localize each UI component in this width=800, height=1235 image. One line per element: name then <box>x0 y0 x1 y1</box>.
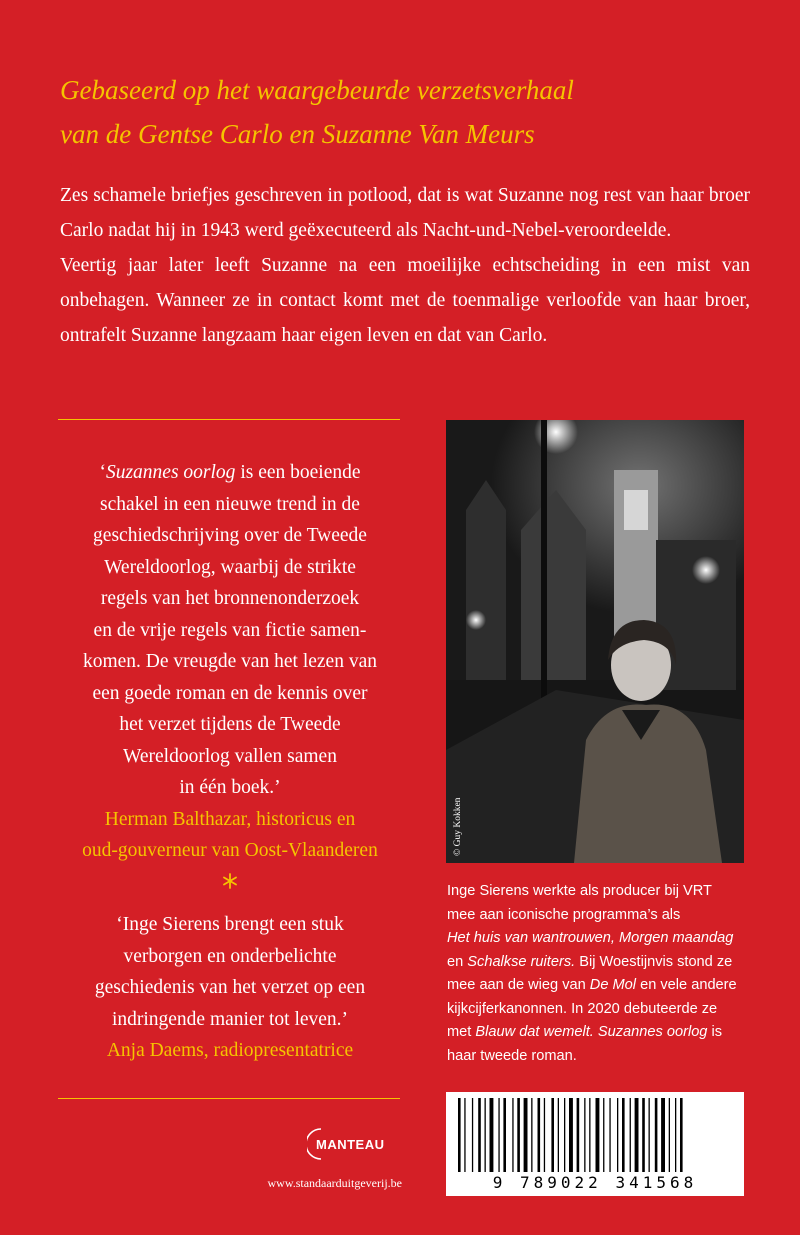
barcode-bar <box>635 1098 639 1172</box>
divider-top <box>58 419 400 420</box>
author-bio: Inge Sierens werkte als producer bij VRT mee aan iconische programma’s als Het huis van wantrouwen, Morgen maandag en Schalkse ruiters. Bij Woestijnvis stond ze mee aan de wieg van De Mol en vele andere kijkcijferkanonnen. In 2020 debuteerde ze met Blauw dat wemelt. Suzannes oorlog is haar tweede roman. <box>447 883 737 1064</box>
tagline-line: van de Gentse Carlo en Suzanne Van Meurs <box>60 119 535 149</box>
quote-line: Wereldoorlog vallen samen <box>123 745 337 767</box>
publisher-logo-text: MANTEAU <box>316 1137 385 1152</box>
barcode-bar <box>630 1098 631 1172</box>
tagline-line: Gebaseerd op het waargebeurde verzetsverhaal <box>60 75 574 105</box>
barcode-bar <box>472 1098 473 1172</box>
review-quote-2 <box>58 909 402 1067</box>
quote-line: indringende manier tot leven.’ <box>111 1008 349 1030</box>
quote-line: regels van het bronnenonderzoek <box>100 588 360 609</box>
barcode-bar <box>596 1098 600 1172</box>
barcode-bar <box>538 1098 541 1172</box>
barcode-bar <box>609 1098 610 1172</box>
barcode-bar <box>661 1098 665 1172</box>
barcode-bar <box>558 1098 559 1172</box>
quote-line: het verzet tijdens de Tweede <box>119 714 341 735</box>
quote-line: ‘Inge Sierens brengt een stuk <box>116 914 344 935</box>
isbn-number: 9 789022 341568 <box>492 1173 698 1192</box>
barcode-bar <box>478 1098 481 1172</box>
barcode-bar <box>675 1098 676 1172</box>
barcode-bar <box>517 1098 520 1172</box>
barcode <box>446 1092 744 1196</box>
author-photo-image <box>446 420 744 863</box>
quote-line: in één boek.’ <box>179 777 281 798</box>
barcode-bar <box>544 1098 545 1172</box>
blurb-paragraph: Zes schamele briefjes geschreven in potlood, dat is wat Suzanne nog rest van haar broer Carlo nadat hij in 1943 werd geëxecuteerd als Nacht-und-Nebel-veroordeelde. <box>60 185 750 241</box>
barcode-bar <box>589 1098 590 1172</box>
quote-line: verborgen en onderbelichte <box>123 945 337 967</box>
book-title: Suzannes oorlog <box>105 462 236 483</box>
barcode-bar <box>524 1098 528 1172</box>
barcode-bar <box>531 1098 532 1172</box>
barcode-bar <box>498 1098 499 1172</box>
barcode-bar <box>458 1098 461 1172</box>
barcode-bar <box>584 1098 585 1172</box>
barcode-bar <box>490 1098 494 1172</box>
tagline <box>60 68 760 156</box>
barcode-bar <box>564 1098 565 1172</box>
quote-line: schakel in een nieuwe trend in de <box>100 493 360 515</box>
blurb <box>60 178 750 353</box>
quote-line: geschiedenis van het verzet op een <box>94 977 366 998</box>
divider-bottom <box>58 1098 400 1099</box>
photo-credit: © Guy Kokken <box>453 797 463 856</box>
barcode-bar <box>603 1098 604 1172</box>
star-icon <box>222 873 238 889</box>
blurb-paragraph: Veertig jaar later leeft Suzanne na een moeilijke echtscheiding in een mist van onbehagen. Wanneer ze in contact komt met de toenmalige verloofde van haar broer, ontrafelt Suzanne langzaam haar eigen leven en dat van Carlo. <box>60 255 750 346</box>
quote-attribution: Herman Balthazar, historicus en <box>104 808 356 830</box>
barcode-bar <box>680 1098 683 1172</box>
quote-attribution: oud-gouverneur van Oost-Vlaanderen <box>82 840 378 861</box>
barcode-bar <box>464 1098 465 1172</box>
barcode-bar <box>503 1098 506 1172</box>
quote-attribution: Anja Daems, radiopresentatrice <box>106 1040 354 1061</box>
review-quote-1 <box>58 457 402 867</box>
barcode-bar <box>642 1098 645 1172</box>
publisher-logo <box>307 1127 397 1161</box>
quote-line: en de vrije regels van fictie samen- <box>93 619 367 641</box>
quote-line: ‘Suzannes oorlog is een boeiende <box>99 462 361 483</box>
barcode-bar <box>655 1098 658 1172</box>
barcode-bar <box>569 1098 573 1172</box>
barcode-bar <box>649 1098 650 1172</box>
quote-line: een goede roman en de kennis over <box>92 682 368 704</box>
barcode-bar <box>577 1098 580 1172</box>
quote-line: geschiedschrijving over de Tweede <box>93 525 367 546</box>
barcode-bar <box>485 1098 486 1172</box>
barcode-bar <box>617 1098 618 1172</box>
quote-line: komen. De vreugde van het lezen van <box>82 651 377 672</box>
barcode-bar <box>669 1098 670 1172</box>
author-photo <box>446 420 744 863</box>
barcode-bar <box>622 1098 625 1172</box>
barcode-bar <box>512 1098 513 1172</box>
barcode-bar <box>551 1098 554 1172</box>
quote-line: Wereldoorlog, waarbij de strikte <box>104 556 356 578</box>
publisher-website: www.standaarduitgeverij.be <box>267 1176 402 1190</box>
